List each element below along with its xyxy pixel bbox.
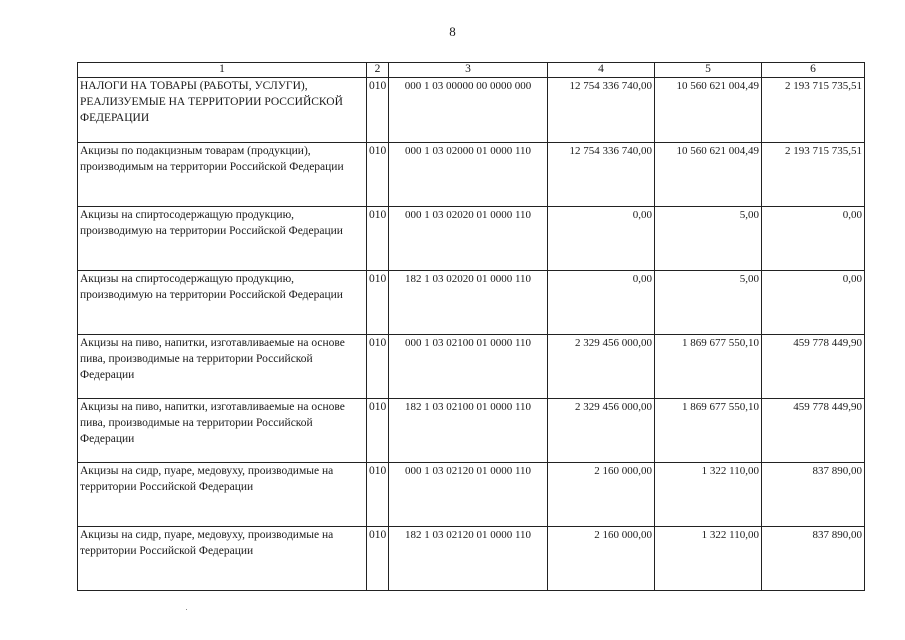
- row-col6: 459 778 449,90: [762, 335, 865, 399]
- row-col4: 2 329 456 000,00: [548, 335, 655, 399]
- row-kbk: 000 1 03 02020 01 0000 110: [389, 207, 548, 271]
- table-row: [78, 271, 865, 335]
- table-row: [78, 399, 865, 463]
- row-col4: 12 754 336 740,00: [548, 78, 655, 143]
- scan-speck: [186, 609, 187, 610]
- row-col6: 0,00: [762, 207, 865, 271]
- row-col4: 2 160 000,00: [548, 463, 655, 527]
- row-name: Акцизы по подакцизным товарам (продукции), производимым на территории Российской Федерации: [78, 143, 367, 207]
- row-col6: 0,00: [762, 271, 865, 335]
- row-col4: 0,00: [548, 207, 655, 271]
- header-col-1: 1: [78, 63, 367, 78]
- row-admin-code: 010: [367, 207, 389, 271]
- header-col-5: 5: [655, 63, 762, 78]
- row-name: Акцизы на пиво, напитки, изготавливаемые на основе пива, производимые на территории Российской Федерации: [78, 399, 367, 463]
- row-kbk: 182 1 03 02020 01 0000 110: [389, 271, 548, 335]
- header-col-4: 4: [548, 63, 655, 78]
- row-col6: 2 193 715 735,51: [762, 78, 865, 143]
- row-col5: 10 560 621 004,49: [655, 78, 762, 143]
- table-row: [78, 207, 865, 271]
- row-col5: 1 322 110,00: [655, 527, 762, 591]
- row-admin-code: 010: [367, 335, 389, 399]
- row-kbk: 000 1 03 02000 01 0000 110: [389, 143, 548, 207]
- row-name: Акцизы на спиртосодержащую продукцию, производимую на территории Российской Федерации: [78, 207, 367, 271]
- row-col4: 12 754 336 740,00: [548, 143, 655, 207]
- row-col6: 2 193 715 735,51: [762, 143, 865, 207]
- row-col5: 5,00: [655, 207, 762, 271]
- row-admin-code: 010: [367, 78, 389, 143]
- row-admin-code: 010: [367, 399, 389, 463]
- row-kbk: 182 1 03 02120 01 0000 110: [389, 527, 548, 591]
- row-name: НАЛОГИ НА ТОВАРЫ (РАБОТЫ, УСЛУГИ), РЕАЛИЗУЕМЫЕ НА ТЕРРИТОРИИ РОССИЙСКОЙ ФЕДЕРАЦИИ: [78, 78, 367, 143]
- row-col5: 1 322 110,00: [655, 463, 762, 527]
- table-row: [78, 78, 865, 143]
- table-row: [78, 527, 865, 591]
- row-name: Акцизы на пиво, напитки, изготавливаемые на основе пива, производимые на территории Российской Федерации: [78, 335, 367, 399]
- page-number: 8: [449, 24, 456, 39]
- row-col4: 2 160 000,00: [548, 527, 655, 591]
- row-admin-code: 010: [367, 527, 389, 591]
- row-kbk: 000 1 03 02100 01 0000 110: [389, 335, 548, 399]
- row-admin-code: 010: [367, 463, 389, 527]
- header-row: [78, 63, 865, 78]
- row-name: Акцизы на сидр, пуаре, медовуху, производимые на территории Российской Федерации: [78, 527, 367, 591]
- row-col5: 1 869 677 550,10: [655, 335, 762, 399]
- table-row: [78, 463, 865, 527]
- row-col6: 837 890,00: [762, 463, 865, 527]
- row-admin-code: 010: [367, 143, 389, 207]
- header-col-6: 6: [762, 63, 865, 78]
- row-kbk: 000 1 03 02120 01 0000 110: [389, 463, 548, 527]
- row-col5: 5,00: [655, 271, 762, 335]
- table-row: [78, 143, 865, 207]
- table-row: [78, 335, 865, 399]
- header-col-2: 2: [367, 63, 389, 78]
- row-col5: 10 560 621 004,49: [655, 143, 762, 207]
- row-name: Акцизы на спиртосодержащую продукцию, производимую на территории Российской Федерации: [78, 271, 367, 335]
- row-col6: 837 890,00: [762, 527, 865, 591]
- row-col5: 1 869 677 550,10: [655, 399, 762, 463]
- header-col-3: 3: [389, 63, 548, 78]
- row-kbk: 000 1 03 00000 00 0000 000: [389, 78, 548, 143]
- row-name: Акцизы на сидр, пуаре, медовуху, производимые на территории Российской Федерации: [78, 463, 367, 527]
- row-kbk: 182 1 03 02100 01 0000 110: [389, 399, 548, 463]
- row-col4: 2 329 456 000,00: [548, 399, 655, 463]
- revenue-table: [77, 62, 865, 591]
- row-col4: 0,00: [548, 271, 655, 335]
- row-admin-code: 010: [367, 271, 389, 335]
- row-col6: 459 778 449,90: [762, 399, 865, 463]
